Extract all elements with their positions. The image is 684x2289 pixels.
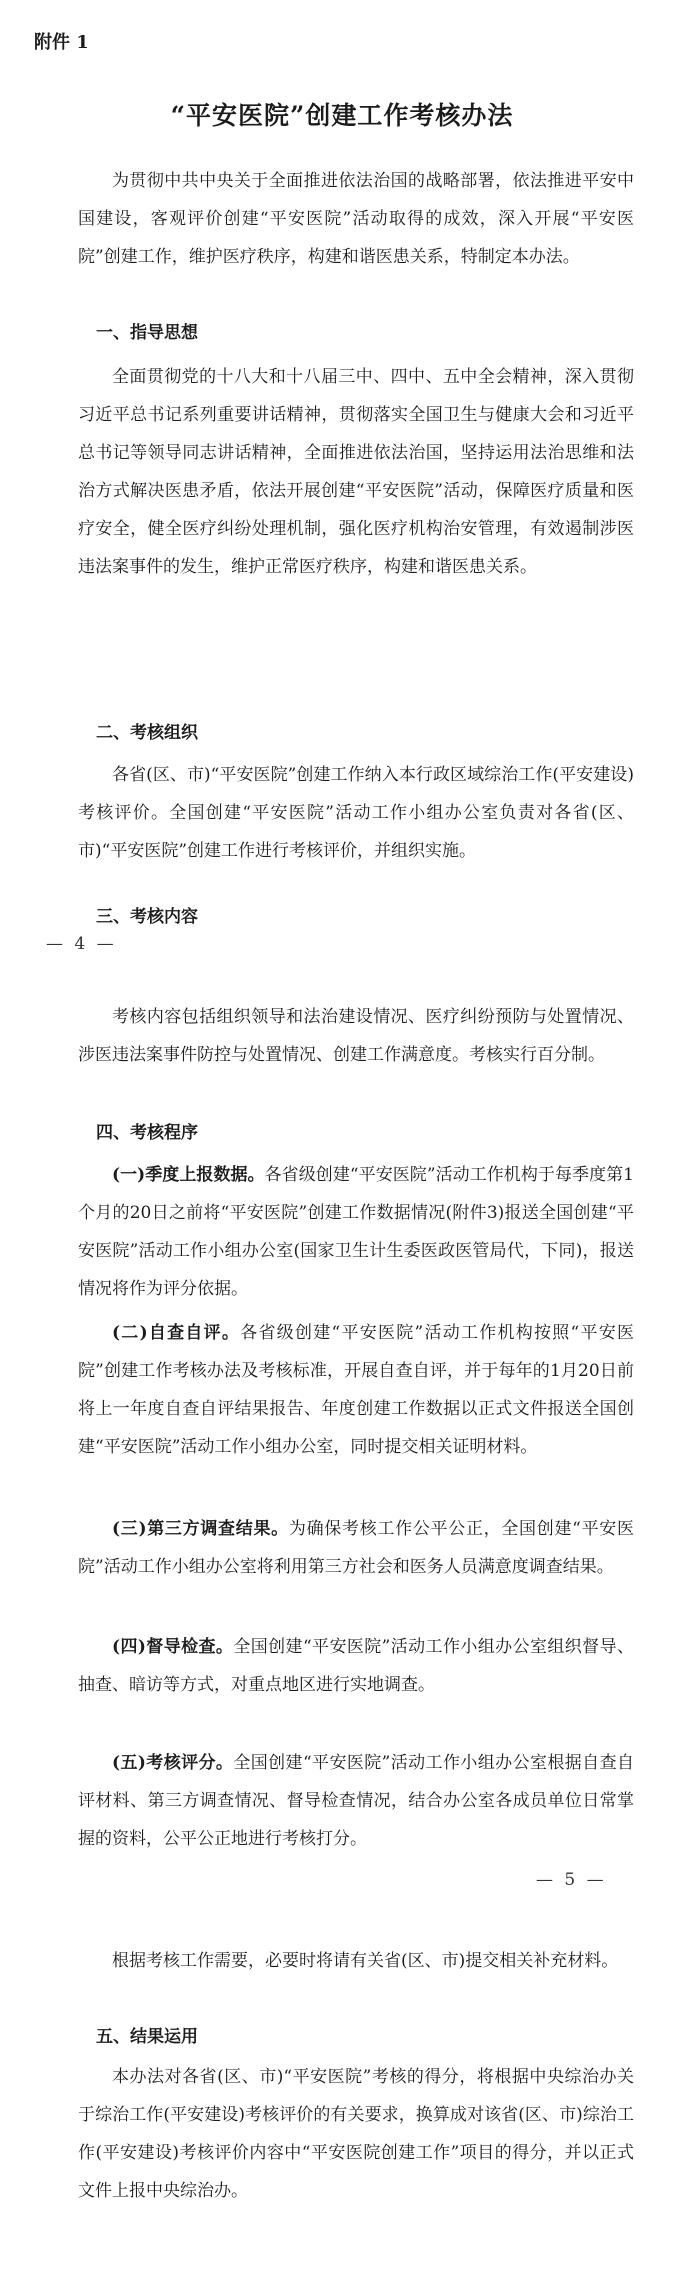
supplement-paragraph: 根据考核工作需要，必要时将请有关省(区、市)提交相关补充材料。 bbox=[112, 1951, 619, 1971]
page-gap bbox=[0, 1900, 684, 1940]
procedure-item-label: (四)督导检查。 bbox=[112, 1637, 234, 1657]
procedure-item-text: 为确保考核工作公平公正，全国创建“平安医院”活动工作小组办公室将利用第三方社会和医务人员满意度调查结果。 bbox=[78, 1519, 634, 1577]
procedure-item bbox=[78, 1156, 634, 1308]
procedure-item-label: (一)季度上报数据。 bbox=[112, 1165, 265, 1185]
procedure-item-label: (二)自查自评。 bbox=[112, 1323, 241, 1343]
section-5-heading: 五、结果运用 bbox=[96, 2027, 198, 2047]
procedure-item-text: 各省级创建“平安医院”活动工作机构按照“平安医院”创建工作考核办法及考核标准，开展自查自评，并于每年的1月20日前将上一年度自查自评结果报告、年度创建工作数据以正式文件报送全国创建“平安医院”活动工作小组办公室，同时提交相关证明材料。 bbox=[78, 1323, 635, 1457]
procedure-item-text: 全国创建“平安医院”活动工作小组办公室根据自查自评材料、第三方调查情况、督导检查情况，结合办公室各成员单位日常掌握的资料，公平公正地进行考核打分。 bbox=[78, 1753, 634, 1849]
procedure-item-label: (三)第三方调查结果。 bbox=[112, 1519, 289, 1539]
procedure-item bbox=[78, 1628, 634, 1704]
page-gap bbox=[0, 966, 684, 1000]
procedure-item bbox=[78, 1510, 634, 1586]
section-1-paragraph: 全面贯彻党的十八大和十八届三中、四中、五中全会精神，深入贯彻习近平总书记系列重要讲话精神，贯彻落实全国卫生与健康大会和习近平总书记等领导同志讲话精神，全面推进依法治国，坚持运用法治思维和法治方式解决医患矛盾，依法开展创建“平安医院”活动，保障医疗质量和医疗安全，健全医疗纠纷处理机制，强化医疗机构治安管理，有效遏制涉医违法案事件的发生，维护正常医疗秩序，构建和谐医患关系。 bbox=[78, 367, 634, 577]
procedure-item-label: (五)考核评分。 bbox=[112, 1753, 234, 1773]
procedure-item-text: 全国创建“平安医院”活动工作小组办公室组织督导、抽查、暗访等方式，对重点地区进行实地调查。 bbox=[78, 1637, 634, 1695]
attachment-label: 附件 1 bbox=[34, 32, 89, 53]
page-title: “平安医院”创建工作考核办法 bbox=[170, 101, 514, 130]
procedure-item-text: 各省级创建“平安医院”活动工作机构于每季度第1个月的20日之前将“平安医院”创建工作数据情况(附件3)报送全国创建“平安医院”活动工作小组办公室(国家卫生计生委医政医管局代，下同)，报送情况将作为评分依据。 bbox=[78, 1165, 634, 1299]
section-1-heading: 一、指导思想 bbox=[96, 323, 198, 343]
section-4-heading: 四、考核程序 bbox=[96, 1123, 198, 1143]
procedure-item bbox=[78, 1314, 634, 1466]
page-number: — 4 — bbox=[46, 934, 117, 954]
section-5-paragraph: 本办法对各省(区、市)“平安医院”考核的得分，将根据中央综治办关于综治工作(平安建设)考核评价的有关要求，换算成对该省(区、市)综治工作(平安建设)考核评价内容中“平安医院创建工作”项目的得分，并以正式文件上报中央综治办。 bbox=[78, 2067, 634, 2201]
section-3-heading: 三、考核内容 bbox=[96, 907, 198, 927]
procedure-item bbox=[78, 1744, 634, 1858]
intro-paragraph: 为贯彻中共中央关于全面推进依法治国的战略部署，依法推进平安中国建设，客观评价创建“平安医院”活动取得的成效，深入开展“平安医院”创建工作，维护医疗秩序，构建和谐医患关系，特制定本办法。 bbox=[78, 171, 634, 267]
page-number: — 5 — bbox=[536, 1870, 607, 1890]
section-2-heading: 二、考核组织 bbox=[96, 723, 198, 743]
section-2-paragraph: 各省(区、市)“平安医院”创建工作纳入本行政区域综治工作(平安建设)考核评价。全国创建“平安医院”活动工作小组办公室负责对各省(区、市)“平安医院”创建工作进行考核评价，并组织实施。 bbox=[78, 765, 634, 861]
section-3-paragraph: 考核内容包括组织领导和法治建设情况、医疗纠纷预防与处置情况、涉医违法案事件防控与处置情况、创建工作满意度。考核实行百分制。 bbox=[78, 1007, 634, 1065]
